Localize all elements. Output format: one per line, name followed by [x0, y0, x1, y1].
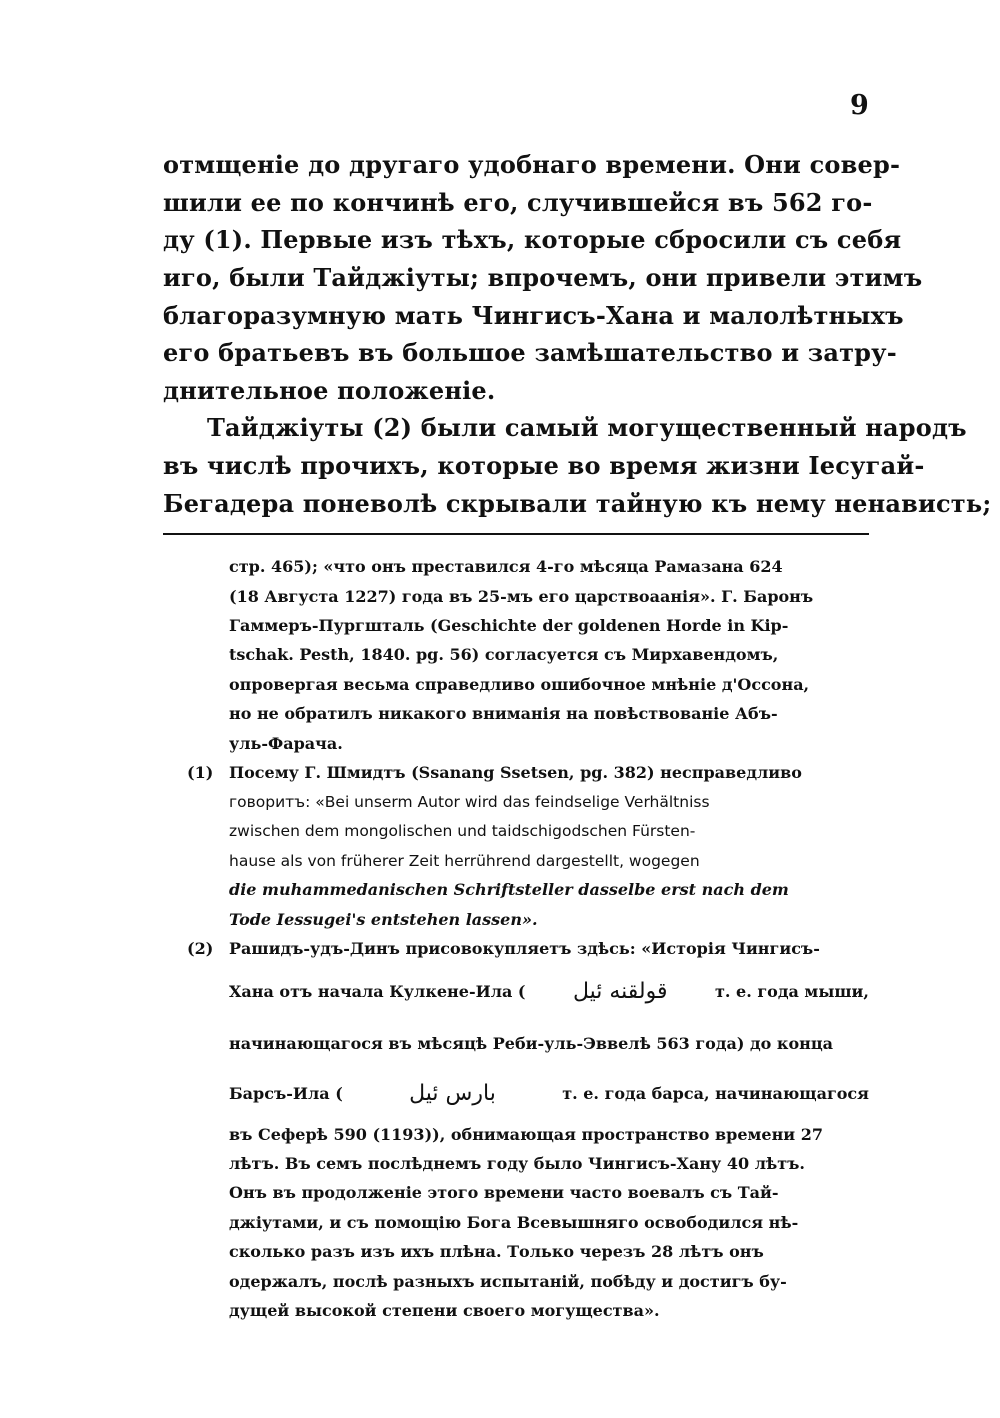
footnote-2-line: Онъ въ продолженіе этого времени часто воевалъ съ Тай-: [229, 1183, 779, 1203]
footnote-2-text: т. е. года мыши,: [714, 981, 869, 1001]
footnote-2-text: Рашидъ-удъ-Динъ присовокупляетъ здѣсь: «Исторія Чингисъ-: [229, 939, 820, 959]
footnote-line: (18 Августа 1227) года въ 25-мъ его царствоаанія». Г. Баронъ: [229, 586, 814, 606]
page-number: 9: [850, 90, 869, 121]
footnote-1-line: zwischen dem mongolischen und taidschigodschen Fürsten-: [229, 822, 696, 841]
arabic-phrase: قولقنه ئيل: [572, 978, 668, 1004]
main-line: шили ее по кончинѣ его, случившейся въ 562 го-: [163, 187, 873, 217]
main-line: днительное положеніе.: [163, 375, 496, 405]
footnote-marker: (1): [187, 762, 214, 782]
main-line: его братьевъ въ большое замѣшательство и затру-: [163, 338, 897, 368]
footnote-line: опровергая весьма справедливо ошибочное мнѣніе д'Оссона,: [229, 674, 810, 694]
arabic-phrase: بارس ئيل: [409, 1080, 496, 1106]
footnote-2-line: [187, 963, 869, 1019]
footnote-2-text: т. е. года барса, начинающагося: [562, 1083, 869, 1103]
main-line: отмщеніе до другаго удобнаго времени. Они совер-: [163, 150, 901, 180]
footnote-2-text: Хана отъ начала Кулкене-Ила (: [229, 981, 526, 1001]
footnote-1-text: Посему Г. Шмидтъ (Ssanang Ssetsen, pg. 382) несправедливо: [229, 762, 802, 782]
footnote-1-line: hause als von früherer Zeit herrührend dargestellt, wogegen: [229, 851, 700, 870]
footnote-2-line: джіутами, и съ помощію Бога Всевышняго освободился нѣ-: [229, 1212, 799, 1232]
footnote-1-line: говоритъ: «Bei unserm Autor wird das feindselige Verhältniss: [229, 792, 710, 811]
footnote-line: Гаммеръ-Пургшталь (Geschichte der goldenen Horde in Kip-: [229, 615, 789, 635]
footnote-2-line: [187, 1067, 869, 1119]
footnote-line: уль-Фарача.: [229, 733, 343, 753]
main-line: ду (1). Первые изъ тѣхъ, которые сбросили съ себя: [163, 225, 902, 255]
footnote-line: стр. 465); «что онъ преставился 4-го мѣсяца Рамазана 624: [229, 557, 783, 577]
footnote-1-line: Tode Iessugei's entstehen lassen».: [229, 909, 538, 929]
main-text: [163, 146, 992, 522]
footnote-1-line: die muhammedanischen Schriftsteller dasselbe erst nach dem: [229, 880, 789, 900]
footnote-divider: [163, 533, 869, 535]
main-line: Тайджіуты (2) были самый могущественный народъ: [207, 413, 967, 443]
footnote-marker: (2): [187, 939, 214, 959]
main-line: благоразумную мать Чингисъ-Хана и малолѣтныхъ: [163, 300, 904, 330]
footnote-line: но не обратилъ никакого вниманія на повѣствованіе Абъ-: [229, 704, 778, 724]
footnote-2-line: лѣтъ. Въ семъ послѣднемъ году было Чингисъ-Хану 40 лѣтъ.: [229, 1154, 805, 1174]
footnote-2-line: въ Сеферѣ 590 (1193)), обнимающая пространство времени 27: [229, 1124, 823, 1144]
footnote-2-line: [187, 934, 869, 963]
footnote-2-line: дущей высокой степени своего могущества».: [229, 1301, 660, 1320]
footnote-2-text: Барсъ-Ила (: [229, 1083, 343, 1103]
footnotes: [187, 552, 869, 1325]
footnote-2-line: начинающагося въ мѣсяцѣ Реби-уль-Эввелѣ 563 года) до конца: [229, 1033, 834, 1053]
footnote-line: tschak. Pesth, 1840. pg. 56) согласуется съ Мирхавендомъ,: [229, 645, 779, 665]
footnote-1-line: [187, 758, 869, 787]
footnote-2-line: сколько разъ изъ ихъ плѣна. Только черезъ 28 лѣтъ онъ: [229, 1242, 764, 1262]
footnote-2-line: одержалъ, послѣ разныхъ испытаній, побѣду и достигъ бу-: [229, 1271, 787, 1291]
main-line: Бегадера поневолѣ скрывали тайную къ нему ненависть;: [163, 488, 992, 518]
main-line: въ числѣ прочихъ, которые во время жизни Іесугай-: [163, 451, 925, 481]
main-line: иго, были Тайджіуты; впрочемъ, они привели этимъ: [163, 263, 923, 293]
